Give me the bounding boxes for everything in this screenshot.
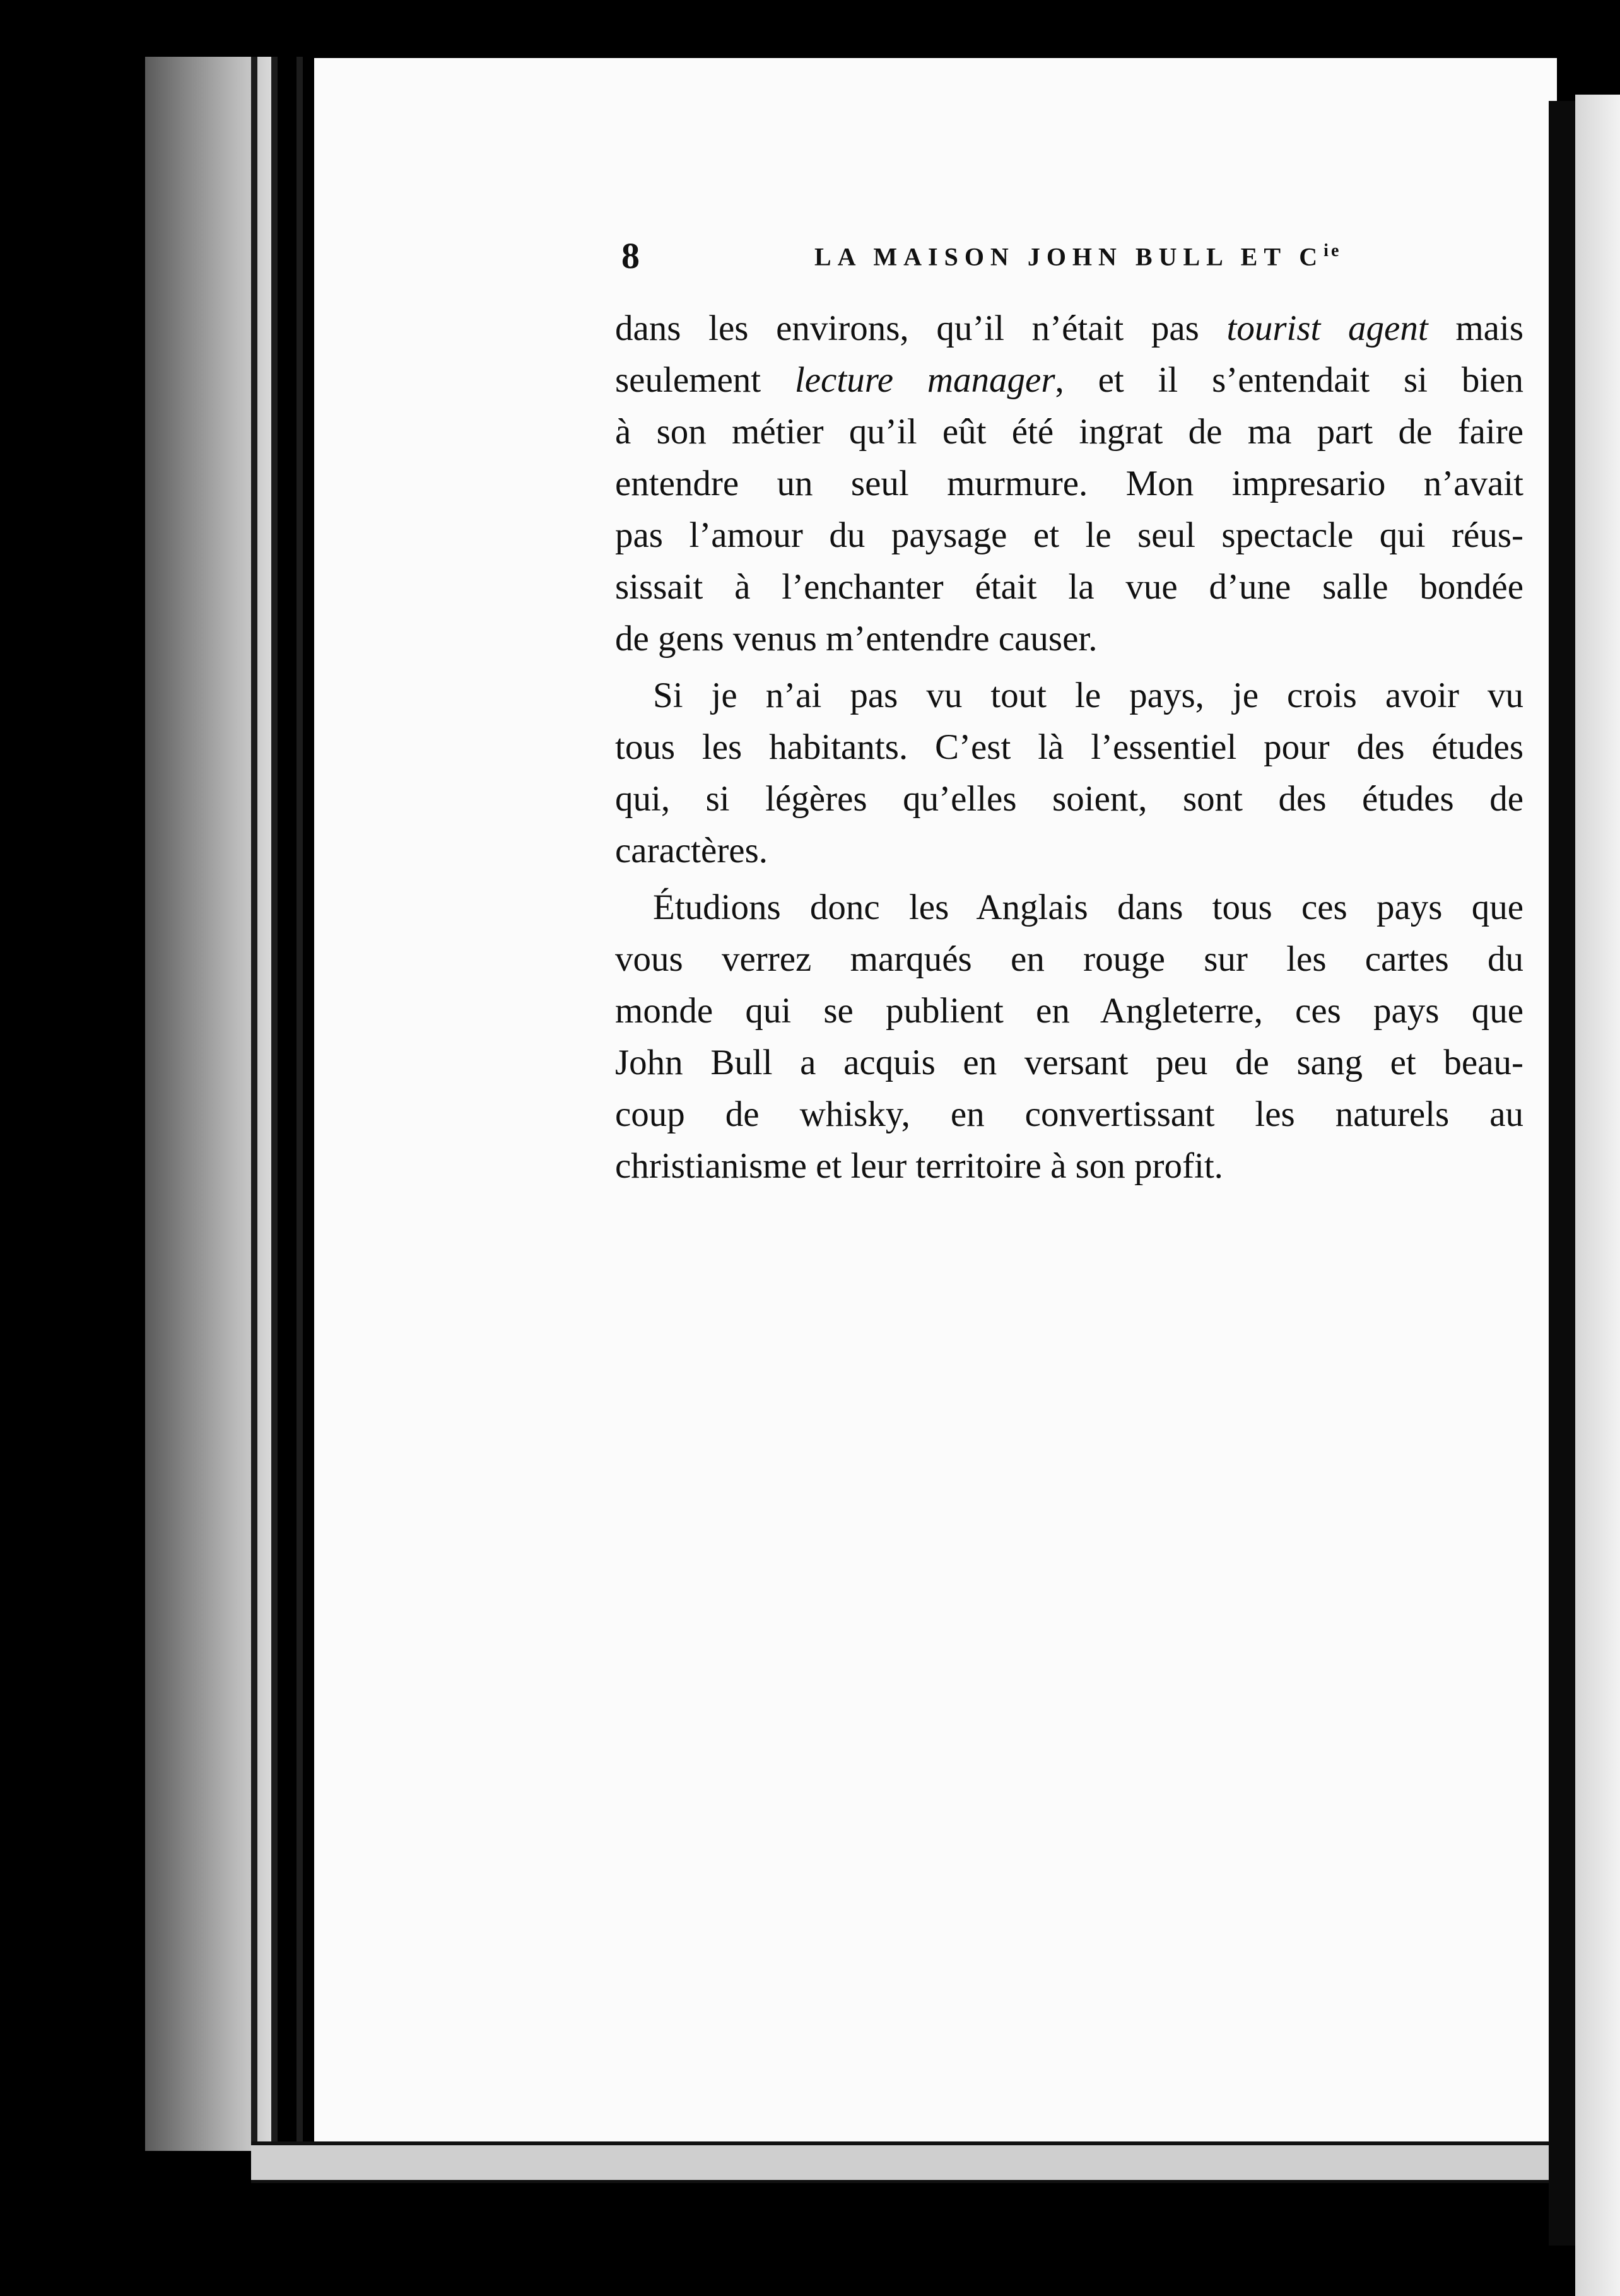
paragraph-1 bbox=[615, 303, 1523, 665]
header-title-text: LA MAISON JOHN BULL ET C bbox=[814, 242, 1324, 271]
italic-term: lecture manager bbox=[794, 360, 1055, 400]
paragraph-2 bbox=[615, 670, 1523, 877]
page-edge-line-2 bbox=[271, 57, 278, 2157]
text-line: entendre un seul murmure. Mon impresario n’avait bbox=[615, 464, 1523, 503]
header-title-superscript: ie bbox=[1324, 241, 1342, 261]
text-line: tous les habitants. C’est là l’essentiel pour des études bbox=[615, 727, 1523, 767]
right-dark-gutter bbox=[1549, 101, 1575, 2246]
text-line: pas l’amour du paysage et le seul spectacle qui réus- bbox=[615, 515, 1523, 555]
book-title-header bbox=[814, 241, 1341, 271]
text-line: dans les environs, qu’il n’était pas tourist agent mais bbox=[615, 308, 1523, 348]
text-line: à son métier qu’il eût été ingrat de ma part de faire bbox=[615, 412, 1523, 452]
text-line: Si je n’ai pas vu tout le pays, je crois avoir vu bbox=[653, 676, 1523, 715]
text-line: caractères. bbox=[615, 831, 768, 870]
page-number: 8 bbox=[621, 235, 640, 276]
running-head bbox=[621, 235, 1536, 285]
body-text bbox=[615, 303, 1523, 1192]
text-line: seulement lecture manager, et il s’entendait si bien bbox=[615, 360, 1523, 400]
text-line: christianisme et leur territoire à son profit. bbox=[615, 1146, 1223, 1186]
text-line: monde qui se publient en Angleterre, ces pays que bbox=[615, 991, 1523, 1031]
text-line: qui, si légères qu’elles soient, sont des études de bbox=[615, 779, 1523, 819]
text-line: John Bull a acquis en versant peu de sang et beau- bbox=[615, 1043, 1523, 1082]
text-line: sissait à l’enchanter était la vue d’une salle bondée bbox=[615, 567, 1523, 607]
text-line: Étudions donc les Anglais dans tous ces pays que bbox=[653, 887, 1523, 927]
text-line: coup de whisky, en convertissant les naturels au bbox=[615, 1094, 1523, 1134]
italic-term: tourist agent bbox=[1226, 308, 1428, 348]
paragraph-3 bbox=[615, 882, 1523, 1192]
right-adjacent-page-strip bbox=[1575, 95, 1620, 2296]
text-line: de gens venus m’entendre causer. bbox=[615, 619, 1098, 659]
page-edge-line-3 bbox=[296, 57, 303, 2157]
page-edge-line-1 bbox=[251, 57, 257, 2157]
text-line: vous verrez marqués en rouge sur les cartes du bbox=[615, 939, 1523, 979]
page-bottom-folds bbox=[251, 2141, 1551, 2183]
